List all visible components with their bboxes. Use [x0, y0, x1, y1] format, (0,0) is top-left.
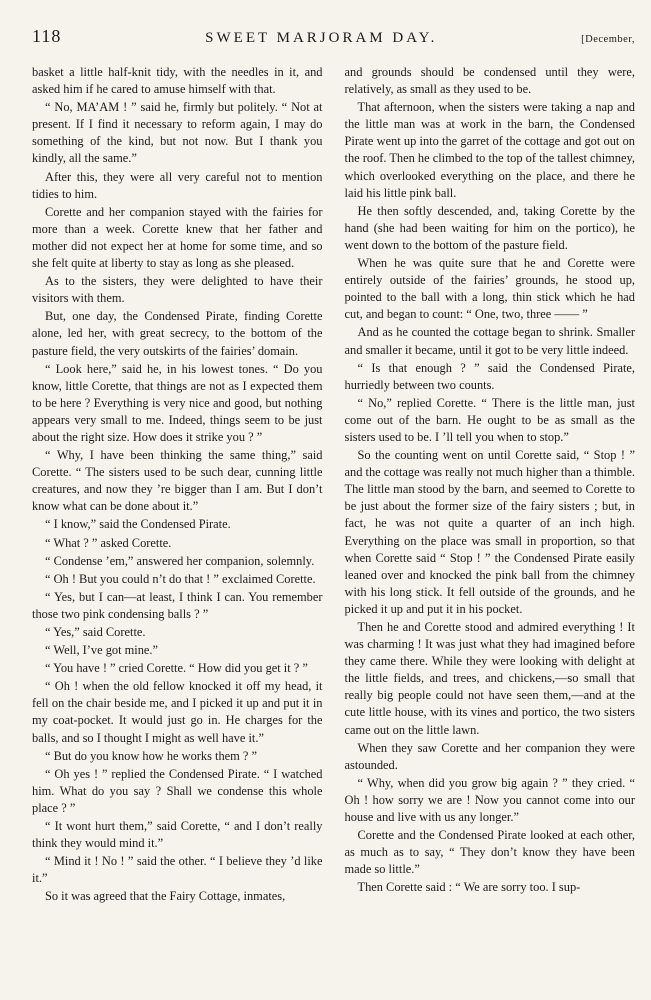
paragraph: “ Mind it ! No ! ” said the other. “ I believe they ’d like it.” [32, 854, 323, 886]
paragraph: “ You have ! ” cried Corette. “ How did you get it ? ” [45, 661, 308, 676]
paragraph: “ Yes, but I can—at least, I think I can. You remember those two pink condensing balls ? ” [32, 589, 323, 621]
paragraph: Corette and her companion stayed with the fairies for more than a week. Corette knew that her father and mother did not expect her at home for some time, and so she felt quite at liberty to stay as long as she pleased. [32, 204, 323, 271]
paragraph: “ What ? ” asked Corette. [45, 535, 172, 550]
paragraph: “ No, MA’AM ! ” said he, firmly but politely. “ Not at present. If I find it necessary to reform again, I may do something of the kind, but not now. But I thank you kindly, all the same.” [32, 100, 323, 166]
page-number: 118 [32, 26, 62, 46]
issue-month: [December, [581, 34, 635, 45]
paragraph: and grounds should be condensed until they were, relatively, as small as they used to be. [344, 65, 635, 97]
paragraph: “ Well, I’ve got mine.” [45, 643, 159, 658]
paragraph: He then softly descended, and, taking Corette by the hand (she had been waiting for him on the portico), he went down to the bottom of the pasture field. [344, 203, 635, 252]
paragraph: “ Is that enough ? ” said the Condensed Pirate, hurriedly between two counts. [344, 360, 635, 392]
page-header [32, 26, 635, 50]
paragraph: Then he and Corette stood and admired everything ! It was charming ! It was just what they had imagined before they came there. While they were looking with delight at the little fields, and trees, and chickens,—so small that really big people could not have seen them,—and at the cute little house, with its vines and portico, the two sisters came out on the little lawn. [344, 620, 635, 737]
paragraph: But, one day, the Condensed Pirate, finding Corette alone, led her, with great secrecy, to the bottom of the pasture field, the very outskirts of the fairies’ domain. [32, 309, 323, 358]
paragraph: So the counting went on until Corette said, “ Stop ! ” and the cottage was really not much higher than a thimble. The little man stood by the barn, and seemed to Corette to be just about the former size of the fairy sisters ; but, in fact, he was not quite a quarter of an inch high. Everything on the place was small in proportion, so that when Corette said “ Stop ! ” the Condensed Pirate easily leaned over and knocked the pink ball from the chimney with his long stick. It fell outside of the grounds, and he picked it up and put it in his pocket. [344, 448, 635, 616]
left-column [32, 64, 323, 907]
paragraph: “ It wont hurt them,” said Corette, “ and I don’t really think they would mind it.” [32, 819, 323, 851]
paragraph: And as he counted the cottage began to shrink. Smaller and smaller it became, until it got to be very little indeed. [344, 325, 635, 357]
paragraph: “ But do you know how he works them ? ” [45, 748, 257, 763]
paragraph: “ Why, when did you grow big again ? ” they cried. “ Oh ! how sorry we are ! Now you cannot come into our house and live with us any longer.” [344, 775, 635, 825]
text-columns [32, 64, 635, 907]
paragraph: “ Condense ’em,” answered her companion, solemnly. [45, 553, 315, 568]
paragraph: So it was agreed that the Fairy Cottage, inmates, [45, 889, 286, 904]
paragraph: “ Oh ! But you could n’t do that ! ” exclaimed Corette. [45, 571, 316, 586]
paragraph: After this, they were all very careful not to mention tidies to him. [32, 169, 323, 201]
right-column [345, 64, 636, 907]
running-title: SWEET MARJORAM DAY. [205, 30, 438, 46]
paragraph: “ Oh yes ! ” replied the Condensed Pirate. “ I watched him. What do you say ? Shall we condense this whole place ? ” [32, 766, 323, 815]
paragraph: Corette and the Condensed Pirate looked at each other, as much as to say, “ They don’t know they have been made so little.” [344, 828, 635, 877]
paragraph: As to the sisters, they were delighted to have their visitors with them. [32, 274, 323, 306]
paragraph: That afternoon, when the sisters were taking a nap and the little man was at work in the barn, the Condensed Pirate went up into the garret of the cottage and got out on the roof. Then he climbed to the top of the tallest chimney, which overlooked everything on the place, and there he laid his little pink ball. [344, 100, 635, 200]
paragraph: When they saw Corette and her companion they were astounded. [344, 740, 635, 772]
paragraph: “ Why, I have been thinking the same thing,” said Corette. “ The sisters used to be such dear, cunning little creatures, and now they ’re bigger than I am. But I don’t know what can be done about it.” [32, 448, 323, 514]
paragraph: “ No,” replied Corette. “ There is the little man, just come out of the barn. He ought to be as small as the sisters used to be. I ’ll tell you when to stop.” [344, 395, 635, 444]
paragraph: Then Corette said : “ We are sorry too. I sup- [357, 880, 581, 895]
paragraph: “ I know,” said the Condensed Pirate. [45, 517, 231, 532]
paragraph: When he was quite sure that he and Corette were entirely outside of the fairies’ grounds, he stood up, pointed to the ball with a long, thin stick which he had cut, and began to count: “ One, two, three —— ” [344, 256, 635, 322]
paragraph: basket a little half-knit tidy, with the needles in it, and asked him if he cared to amuse himself with that. [32, 65, 323, 97]
paragraph: “ Oh ! when the old fellow knocked it off my head, it fell on the chair beside me, and I picked it up and put it in my coat-pocket. It would just go in. He charges for the balls, and so I thought I might as well have it.” [32, 679, 323, 745]
paragraph: “ Yes,” said Corette. [45, 625, 146, 639]
paragraph: “ Look here,” said he, in his lowest tones. “ Do you know, little Corette, that things are not as I expected them to be here ? Everything is very nice and good, but nothing appears very small to me. Indeed, things seem to be just about the right size. How does it strike you ? ” [32, 361, 323, 444]
